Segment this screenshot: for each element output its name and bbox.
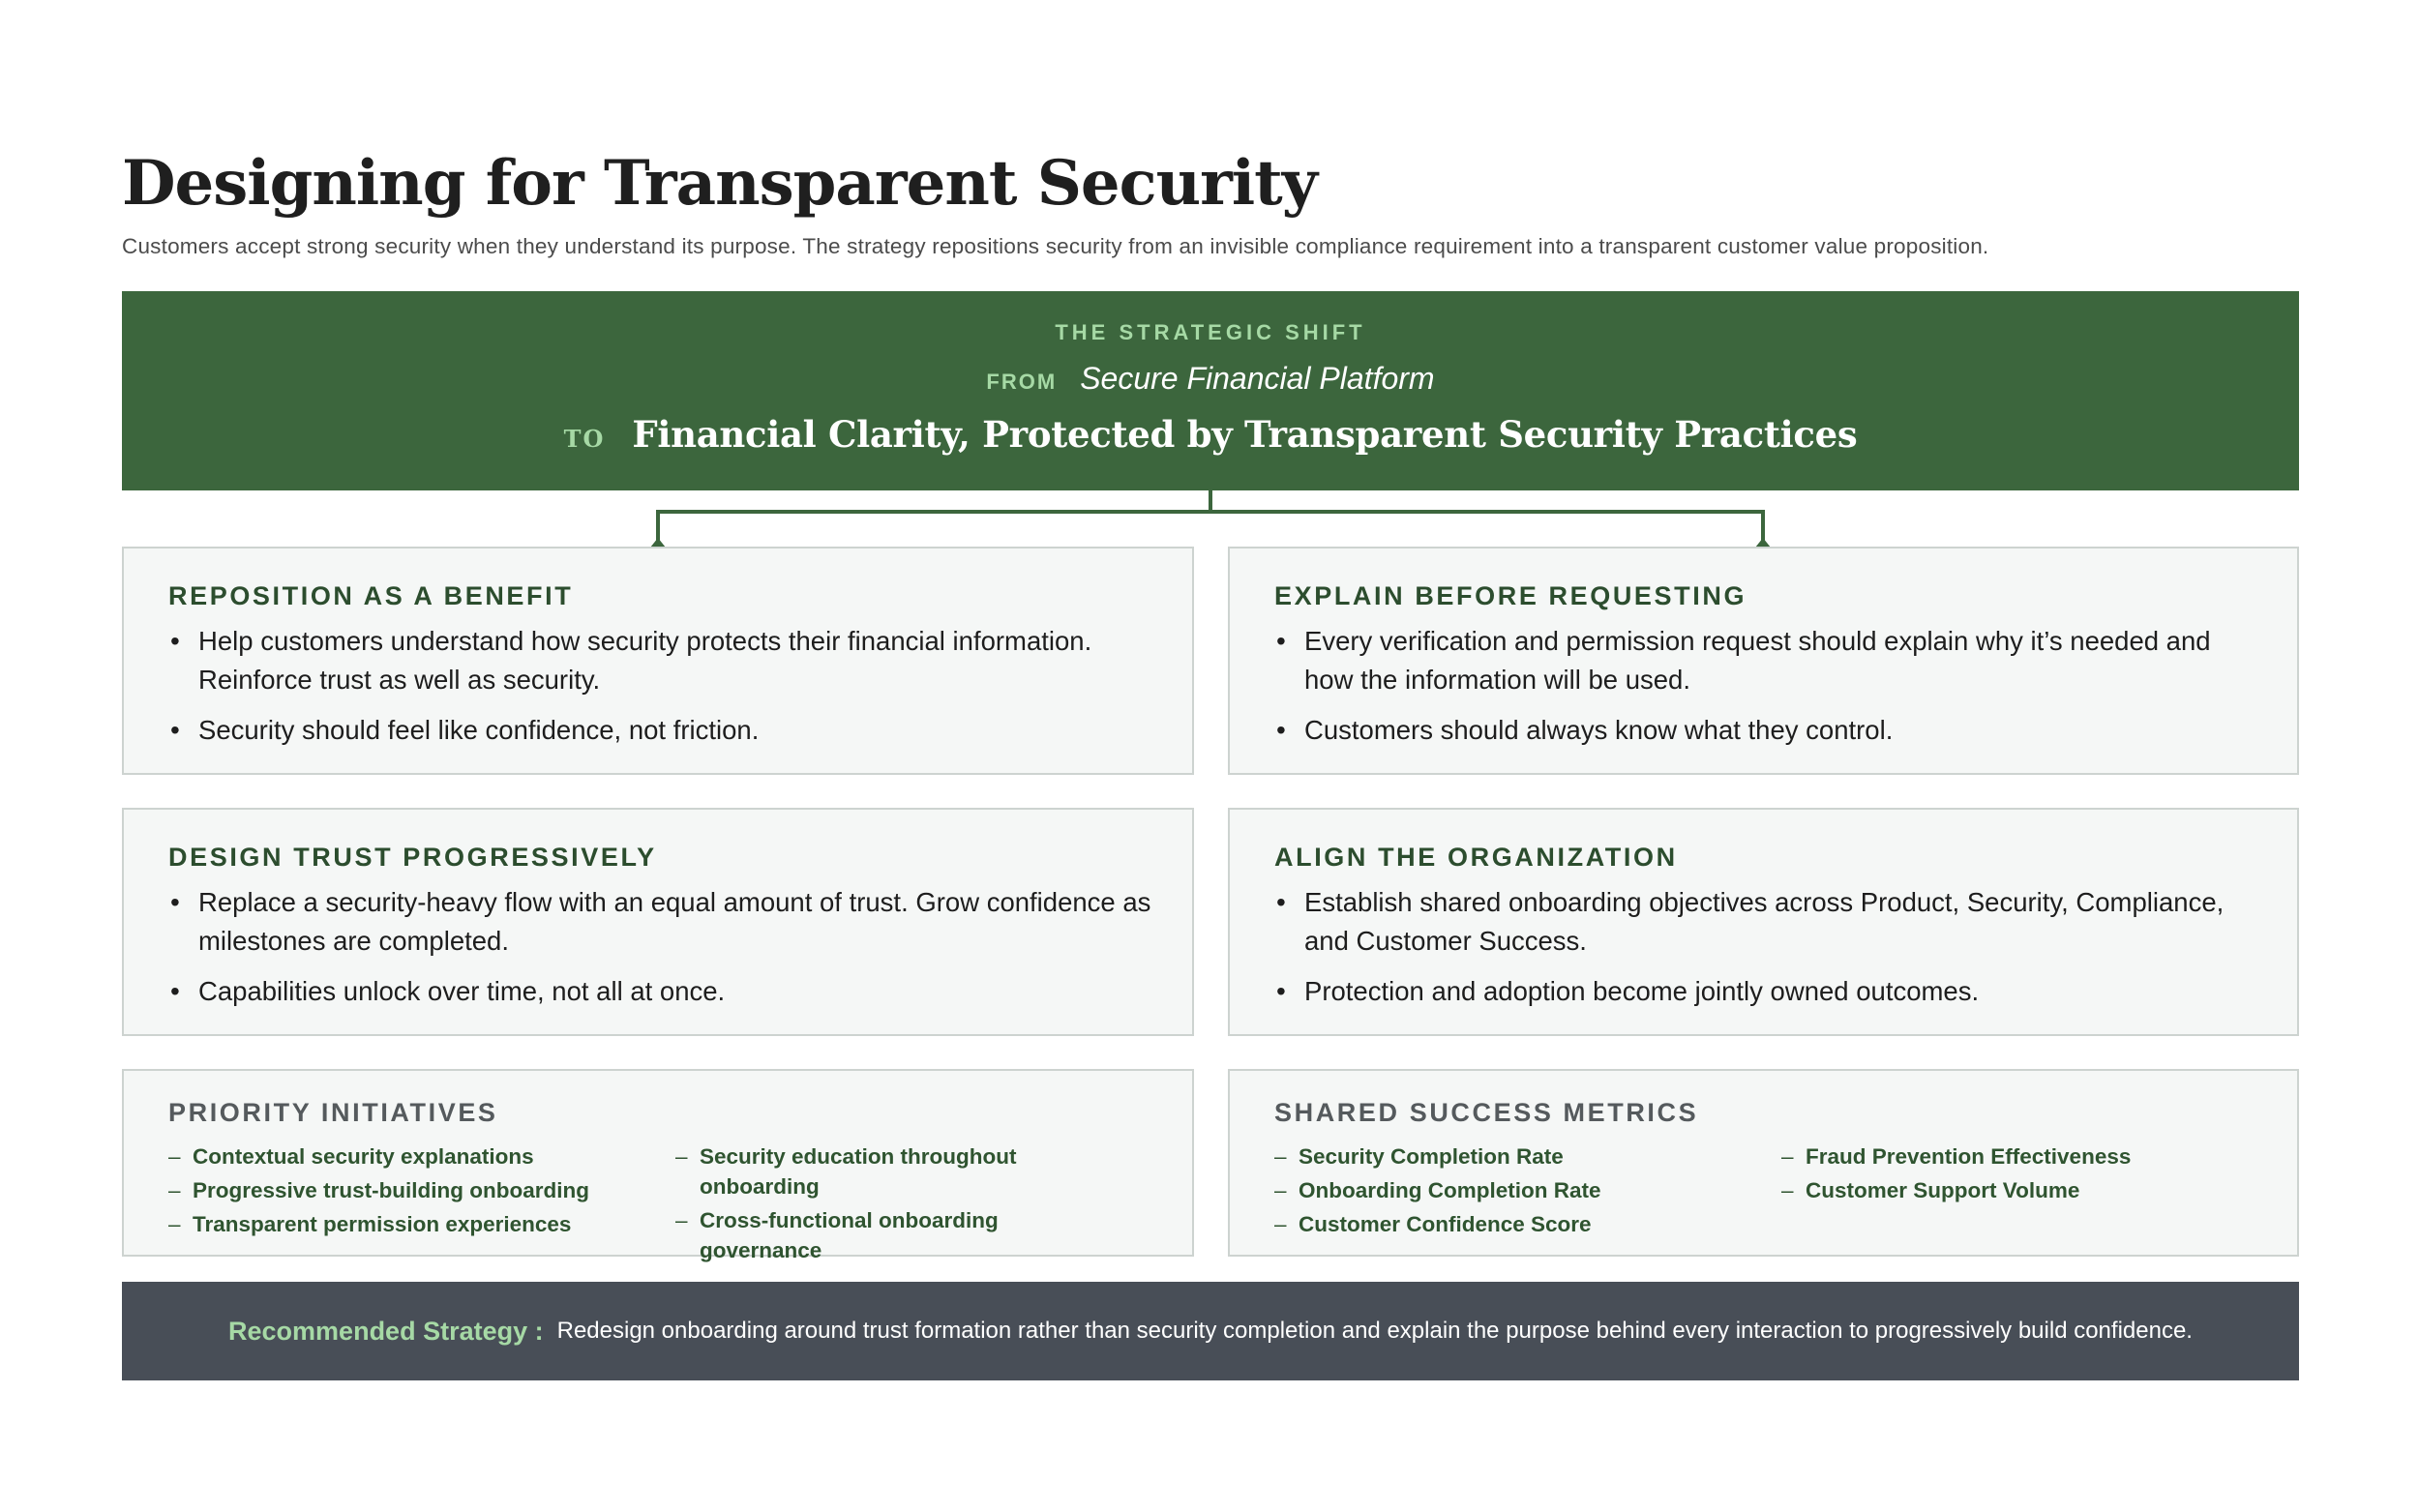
metric-item: – Onboarding Completion Rate (1274, 1175, 1758, 1205)
initiatives-column-1 (168, 1141, 652, 1243)
bullet-item: • Security should feel like confidence, not friction. (168, 711, 1153, 750)
card-reposition-benefit (122, 547, 1194, 775)
bullet-item: • Replace a security-heavy flow with an equal amount of trust. Grow confidence as milestones are completed. (168, 883, 1153, 961)
bullet-list (168, 622, 1153, 761)
metric-item: – Security Completion Rate (1274, 1141, 1758, 1171)
card-design-trust-progressively (122, 808, 1194, 1036)
card-explain-before-requesting (1228, 547, 2299, 775)
bullet-list (1274, 622, 2258, 761)
card-title: REPOSITION AS A BENEFIT (168, 581, 574, 610)
initiative-item: – Cross-functional onboarding governance (675, 1205, 1072, 1265)
bullet-list (1274, 883, 2258, 1023)
strategy-label: Recommended Strategy : (228, 1316, 544, 1346)
initiative-item: – Transparent permission experiences (168, 1209, 652, 1239)
branch-connector (0, 0, 2419, 580)
bullet-item: • Help customers understand how security protects their financial information. Reinforce trust as well as security. (168, 622, 1153, 699)
shift-to-value: Financial Clarity, Protected by Transparent Security Practices (632, 413, 1858, 456)
bullet-item: • Protection and adoption become jointly owned outcomes. (1274, 972, 2258, 1011)
bullet-item: • Customers should always know what they control. (1274, 711, 2258, 750)
metrics-column-1 (1274, 1141, 1758, 1243)
page-title: Designing for Transparent Security (122, 147, 1317, 220)
metrics-title: SHARED SUCCESS METRICS (1274, 1098, 1699, 1127)
metric-item: – Customer Confidence Score (1274, 1209, 1758, 1239)
connector-line (658, 490, 1763, 544)
shift-eyebrow: THE STRATEGIC SHIFT (1055, 320, 1366, 344)
recommended-strategy-bar (122, 1282, 2299, 1380)
metrics-column-2 (1781, 1141, 2246, 1209)
success-metrics-panel (1228, 1069, 2299, 1257)
metric-item: – Customer Support Volume (1781, 1175, 2246, 1205)
card-align-organization (1228, 808, 2299, 1036)
initiative-item: – Security education throughout onboarding (675, 1141, 1072, 1201)
initiative-item: – Contextual security explanations (168, 1141, 652, 1171)
card-title: EXPLAIN BEFORE REQUESTING (1274, 581, 1747, 610)
initiatives-title: PRIORITY INITIATIVES (168, 1098, 498, 1127)
bullet-item: • Capabilities unlock over time, not all at once. (168, 972, 1153, 1011)
bullet-list (168, 883, 1153, 1023)
initiative-item: – Progressive trust-building onboarding (168, 1175, 652, 1205)
page-subtitle: Customers accept strong security when they understand its purpose. The strategy repositions security from an invisible compliance requirement into a transparent customer value proposition. (122, 234, 1989, 258)
bullet-item: • Establish shared onboarding objectives across Product, Security, Compliance, and Customer Success. (1274, 883, 2258, 961)
strategy-text: Redesign onboarding around trust formation rather than security completion and explain the purpose behind every interaction to progressively build confidence. (556, 1318, 2193, 1344)
shift-from-label: FROM (986, 370, 1058, 394)
initiatives-column-2 (675, 1141, 1072, 1269)
card-title: ALIGN THE ORGANIZATION (1274, 843, 1678, 872)
shift-from-value: Secure Financial Platform (1080, 361, 1435, 396)
card-title: DESIGN TRUST PROGRESSIVELY (168, 843, 657, 872)
bullet-item: • Every verification and permission request should explain why it’s needed and how the information will be used. (1274, 622, 2258, 699)
metric-item: – Fraud Prevention Effectiveness (1781, 1141, 2246, 1171)
shift-to-label: TO (563, 425, 606, 453)
priority-initiatives-panel (122, 1069, 1194, 1262)
